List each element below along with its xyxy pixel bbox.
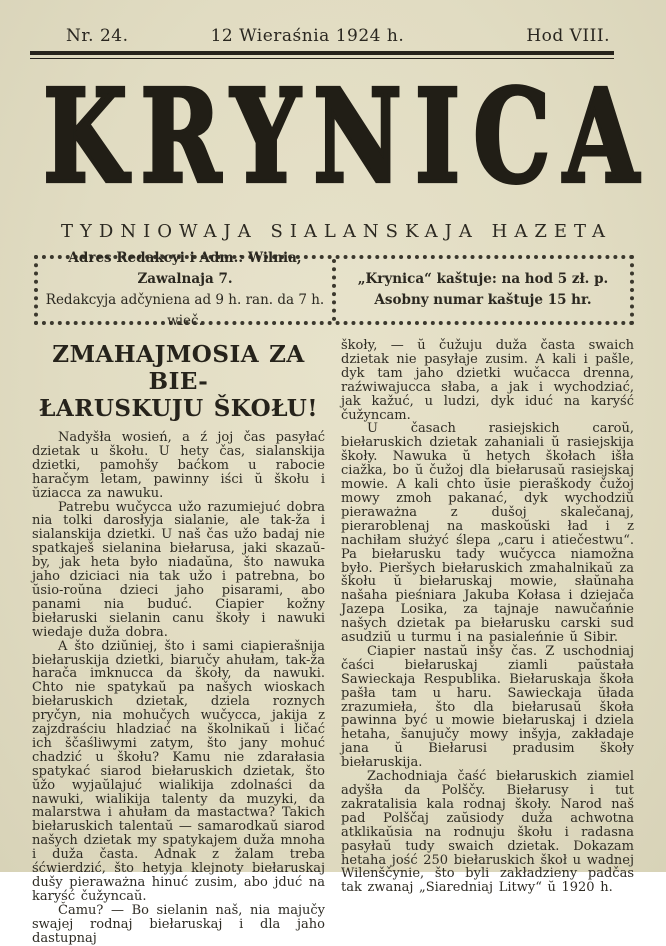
price-cell bbox=[336, 259, 630, 321]
headline-line-2: ŁARUSKUJU ŠKOŁU! bbox=[39, 395, 318, 422]
header-rule bbox=[30, 51, 614, 59]
issue-date: 12 Wieraśnia 1924 h. bbox=[210, 26, 405, 46]
newspaper-subtitle: TYDNIOWAJA SIALANSKAJA HAZETA bbox=[61, 221, 612, 242]
article-paragraph: Nadyšła wosień, a ź joj čas pasyłać dzietak u škołu. U hety čas, sialanskija dzietki, pamohšy baćkom u rabocie haračym letam, pawinny iści ŭ škołu i ŭziacca za nawuku. bbox=[32, 430, 325, 501]
address-cell bbox=[38, 250, 336, 329]
subscription-price: „Krynica“ kaštuje: na hod 5 zł. p. bbox=[357, 271, 609, 287]
article-paragraph: Zachodniaja čaść biełaruskich ziamiel adyšła da Polščy. Biełarusy i tut zakratalisia kala rodnaj škoły. Narod naš pad Polščaj zaŭsiody duža achwotna atklikaŭsia na rodnuju škołu i radasna pasyłaŭ tudy swaich dzietak. Dokazam hetaha jość 250 biełaruskich škoł u wadnej Wilenščynie, što byli zakładzieny padčas tak zwanaj „Siaredniaj Litwy“ ŭ 1920 h. bbox=[341, 769, 634, 896]
issue-year: Hod VIII. bbox=[526, 26, 610, 46]
issue-number: Nr. 24. bbox=[66, 26, 129, 46]
article-paragraph: Patrebu wučycca užo razumiejuć dobra nia tolki darosłyja sialanie, ale tak-ža i sialanskija dzietki. U naš čas užo badaj nie spatkaješ sielanina biełarusa, jaki skazaŭ-by, jak heta było niadaŭna, što nawuka jaho dziciaci nia tak užo i patrebna, bo ŭsio-roŭna dzieci jaho pisarami, abo panami nia buduć. Ciapier kožny biełaruski sielanin canu škoły i nawuki wiedaje duža dobra. bbox=[32, 499, 325, 640]
redaction-address: Adres Redakcyi i Adm.: Wilnia, Zawalnaja 7. bbox=[68, 250, 302, 287]
article-paragraph: škoły, — ŭ čužuju duža časta swaich dzietak nie pasyłaje zusim. A kali i pašle, dyk tam jaho dzietki wučacca drenna, raźwiwajucca słaba, a jak i wychodziać, jak kažuć, u ludzi, dyk iduć na karyść čužyncam. bbox=[341, 338, 634, 423]
article-left-column bbox=[32, 339, 325, 946]
opening-hours: Redakcyja adčyniena ad 9 h. ran. da 7 h. wieč. bbox=[45, 292, 325, 329]
headline-line-1: ZMAHAJMOSIA ZA BIE- bbox=[52, 341, 305, 395]
lead-article bbox=[30, 339, 636, 946]
publication-info-box bbox=[34, 250, 634, 329]
article-paragraph: A što dziŭniej, što i sami ciapierašnija biełaruskija dzietki, biaručy ahułam, tak-ža harača imknucca da škoły, da nawuki. Chto nie spatykaŭ pa našych wioskach biełaruskich dzietak, dziela roznych pryčyn, nia mohučych wučycca, jakija z zajzdraściu hladziać na školnikaŭ i ličać ich ščaśliwymi zatym, što jany mohuć chadzić u škołu? Kamu nie zdarałasia spatykać siarod biełaruskich dzietak, što ŭžo wyjaŭlajuć wialikija zdolnaści da nawuki, wialikija talenty da muzyki, da malarstwa i ahułam da mastactwa? Takich biełaruskich talentaŭ — samarodkaŭ siarod našych dzietak my spatykajem duža mnoha i duža časta. Adnak z žalam treba śćwierdzić, što hetyja klejnoty biełaruskaj dušy pieraważna hinuć zusim, abo jduć na karyść čužyncaŭ. bbox=[32, 638, 325, 904]
issue-info-row bbox=[30, 26, 636, 46]
article-right-column bbox=[341, 339, 634, 946]
article-paragraph: U časach rasiejskich caroŭ, biełaruskich dzietak zahaniali ŭ rasiejskija škoły. Nawuka ŭ hetych škołach išła ciažka, bo ŭ čužoj dla biełarusaŭ rasiejskaj mowie. A kali chto ŭsie pieraškody čužoj mowy zmoh pakanać, dyk wychodziŭ pieraważna z dušoj skalečanaj, pieraroblenaj na maskoŭski ład i z nachiłam służyć ślepa „caru i atiečestwu“. Pa biełarusku tady wučycca niamožna było. Pieršych biełaruskich zmahalnikaŭ za škołu ŭ biełaruskaj mowie, słaŭnaha našaha pieśniara Jakuba Kołasa i dziejača Jazepa Losika, za tajnaje nawučańnie našych dzietak pa biełarusku carski sud asudziŭ u turmu i na pasialeńnie ŭ Sibir. bbox=[341, 421, 634, 646]
article-paragraph: Ciapier nastaŭ inšy čas. Z uschodniaj čaści biełaruskaj ziamli paŭstała Sawieckaja Respublika. Biełaruskaja škoła pašła tam u haru. Sawieckaja ŭłada zrazumieła, što dla biełarusaŭ škoła pawinna być u mowie biełaruskaj i dziela hetaha, šanujučy mowy inšyja, zakładaje jana ŭ Biełarusi pradusim škoły biełaruskija. bbox=[341, 643, 634, 771]
single-issue-price: Asobny numar kaštuje 15 hr. bbox=[374, 292, 592, 308]
article-paragraph: Čamu? — Bo sielanin naš, nia majučy swajej rodnaj biełaruskaj i dla jaho dastupnaj bbox=[32, 902, 325, 946]
article-headline bbox=[32, 341, 325, 422]
newspaper-title: KRYNICA bbox=[43, 61, 652, 212]
